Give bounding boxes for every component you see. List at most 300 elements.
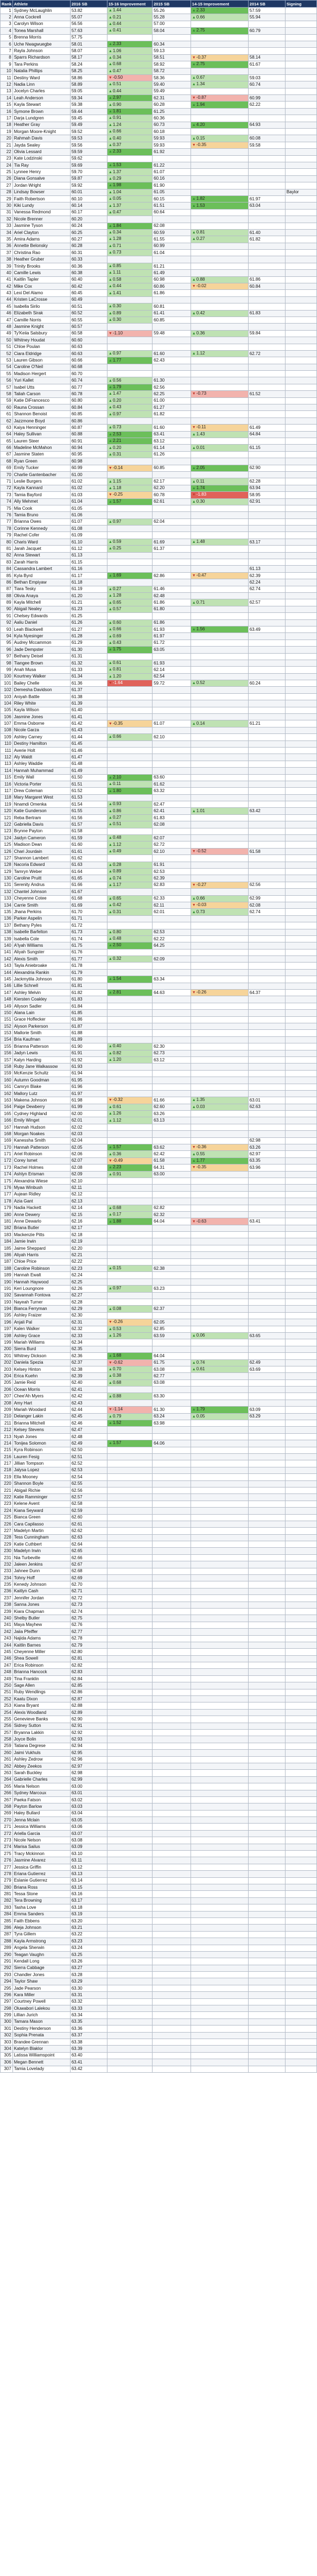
table-row[interactable] (1, 1877, 317, 1884)
table-row[interactable] (1, 1339, 317, 1346)
table-row[interactable] (1, 1332, 317, 1339)
table-row[interactable] (1, 195, 317, 202)
table-row[interactable] (1, 1581, 317, 1588)
table-row[interactable] (1, 518, 317, 525)
season-best-cell (70, 317, 107, 323)
table-row[interactable] (1, 1453, 317, 1460)
column-header[interactable]: 2015 SB (153, 1, 191, 8)
season-best-cell (70, 983, 107, 989)
column-header[interactable]: Rank (1, 1, 13, 8)
table-row[interactable] (1, 1534, 317, 1541)
table-row[interactable] (1, 1810, 317, 1817)
table-row[interactable] (1, 162, 317, 168)
table-row[interactable] (1, 1824, 317, 1830)
table-row[interactable] (1, 1575, 317, 1581)
table-row[interactable] (1, 1736, 317, 1743)
table-row[interactable] (1, 61, 317, 68)
table-row[interactable] (1, 397, 317, 404)
table-row[interactable] (1, 310, 317, 317)
table-row[interactable] (1, 1124, 317, 1130)
table-row[interactable] (1, 653, 317, 660)
table-row[interactable] (1, 687, 317, 693)
table-row[interactable] (1, 142, 317, 148)
column-header[interactable]: 2016 SB (70, 1, 107, 8)
table-row[interactable] (1, 492, 317, 498)
table-row[interactable] (1, 1198, 317, 1205)
table-row[interactable] (1, 1387, 317, 1393)
table-row[interactable] (1, 1608, 317, 1615)
table-row[interactable] (1, 848, 317, 855)
table-row[interactable] (1, 1871, 317, 1877)
table-row[interactable] (1, 209, 317, 216)
table-row[interactable] (1, 633, 317, 640)
table-row[interactable] (1, 1016, 317, 1023)
table-row[interactable] (1, 1056, 317, 1063)
table-row[interactable] (1, 14, 317, 21)
table-row[interactable] (1, 296, 317, 303)
table-row[interactable] (1, 1003, 317, 1009)
table-row[interactable] (1, 324, 317, 330)
table-row[interactable] (1, 1837, 317, 1844)
table-row[interactable] (1, 680, 317, 687)
table-row[interactable] (1, 747, 317, 754)
table-row[interactable] (1, 1353, 317, 1359)
table-row[interactable] (1, 330, 317, 337)
table-row[interactable] (1, 1286, 317, 1292)
table-row[interactable] (1, 122, 317, 128)
table-row[interactable] (1, 129, 317, 135)
table-row[interactable] (1, 337, 317, 344)
table-row[interactable] (1, 707, 317, 713)
table-row[interactable] (1, 619, 317, 626)
table-row[interactable] (1, 660, 317, 666)
table-row[interactable] (1, 8, 317, 14)
table-row[interactable] (1, 283, 317, 290)
table-row[interactable] (1, 1144, 317, 1151)
table-row[interactable] (1, 1023, 317, 1029)
table-row[interactable] (1, 1602, 317, 1608)
table-row[interactable] (1, 592, 317, 599)
table-row[interactable] (1, 1245, 317, 1251)
table-row[interactable] (1, 1501, 317, 1507)
table-row[interactable] (1, 471, 317, 478)
table-row[interactable] (1, 155, 317, 162)
table-row[interactable] (1, 693, 317, 700)
table-row[interactable] (1, 1528, 317, 1534)
rank-cell (1, 115, 13, 122)
table-row[interactable] (1, 1393, 317, 1400)
table-row[interactable] (1, 149, 317, 155)
table-row[interactable] (1, 1030, 317, 1036)
table-row[interactable] (1, 700, 317, 707)
table-row[interactable] (1, 909, 317, 915)
table-row[interactable] (1, 855, 317, 862)
table-row[interactable] (1, 727, 317, 733)
table-row[interactable] (1, 768, 317, 774)
table-row[interactable] (1, 1763, 317, 1769)
table-row[interactable] (1, 425, 317, 431)
table-row[interactable] (1, 135, 317, 142)
table-row[interactable] (1, 915, 317, 922)
table-row[interactable] (1, 1514, 317, 1521)
table-row[interactable] (1, 1157, 317, 1164)
table-row[interactable] (1, 889, 317, 895)
table-row[interactable] (1, 189, 317, 195)
table-row[interactable] (1, 1413, 317, 1420)
table-row[interactable] (1, 1111, 317, 1117)
table-row[interactable] (1, 667, 317, 673)
table-row[interactable] (1, 1164, 317, 1171)
table-row[interactable] (1, 821, 317, 828)
table-row[interactable] (1, 895, 317, 902)
table-row[interactable] (1, 902, 317, 908)
table-row[interactable] (1, 182, 317, 189)
table-row[interactable] (1, 579, 317, 586)
table-row[interactable] (1, 1776, 317, 1783)
table-row[interactable] (1, 1864, 317, 1870)
table-row[interactable] (1, 445, 317, 451)
table-row[interactable] (1, 1796, 317, 1803)
table-row[interactable] (1, 451, 317, 458)
table-row[interactable] (1, 794, 317, 801)
table-row[interactable] (1, 781, 317, 787)
table-row[interactable] (1, 761, 317, 767)
table-row[interactable] (1, 1790, 317, 1796)
table-row[interactable] (1, 169, 317, 175)
column-header[interactable]: 2014 SB (248, 1, 285, 8)
table-row[interactable] (1, 1595, 317, 1602)
table-row[interactable] (1, 539, 317, 545)
table-row[interactable] (1, 317, 317, 323)
table-row[interactable] (1, 417, 317, 424)
table-row[interactable] (1, 1151, 317, 1157)
table-row[interactable] (1, 512, 317, 518)
table-row[interactable] (1, 364, 317, 370)
table-row[interactable] (1, 229, 317, 236)
table-row[interactable] (1, 613, 317, 619)
table-row[interactable] (1, 1171, 317, 1178)
table-row[interactable] (1, 922, 317, 929)
table-row[interactable] (1, 498, 317, 505)
table-row[interactable] (1, 828, 317, 834)
table-row[interactable] (1, 956, 317, 963)
table-row[interactable] (1, 1097, 317, 1104)
table-row[interactable] (1, 243, 317, 249)
table-row[interactable] (1, 841, 317, 848)
table-row[interactable] (1, 276, 317, 283)
table-row[interactable] (1, 1373, 317, 1379)
table-row[interactable] (1, 108, 317, 115)
table-row[interactable] (1, 1622, 317, 1628)
table-row[interactable] (1, 1615, 317, 1622)
table-row[interactable] (1, 1225, 317, 1231)
table-row[interactable] (1, 21, 317, 27)
table-row[interactable] (1, 1480, 317, 1487)
table-row[interactable] (1, 28, 317, 34)
table-row[interactable] (1, 1306, 317, 1312)
table-row[interactable] (1, 1521, 317, 1527)
table-row[interactable] (1, 869, 317, 875)
table-row[interactable] (1, 1635, 317, 1642)
table-row[interactable] (1, 68, 317, 74)
table-row[interactable] (1, 1750, 317, 1756)
table-row[interactable] (1, 41, 317, 47)
table-row[interactable] (1, 835, 317, 841)
table-row[interactable] (1, 929, 317, 935)
table-row[interactable] (1, 1191, 317, 1198)
table-row[interactable] (1, 1709, 317, 1716)
improvement-cell (107, 283, 152, 290)
table-row[interactable] (1, 1857, 317, 1864)
table-row[interactable] (1, 586, 317, 592)
table-row[interactable] (1, 976, 317, 983)
table-row[interactable] (1, 411, 317, 417)
table-row[interactable] (1, 606, 317, 612)
table-row[interactable] (1, 1312, 317, 1319)
column-header[interactable]: Signing (285, 1, 316, 8)
table-row[interactable] (1, 1090, 317, 1097)
table-row[interactable] (1, 673, 317, 680)
table-row[interactable] (1, 1662, 317, 1669)
table-row[interactable] (1, 1104, 317, 1110)
table-row[interactable] (1, 532, 317, 539)
table-row[interactable] (1, 647, 317, 653)
table-row[interactable] (1, 1716, 317, 1723)
table-row[interactable] (1, 1851, 317, 1857)
table-row[interactable] (1, 1036, 317, 1043)
table-row[interactable] (1, 1494, 317, 1501)
table-row[interactable] (1, 505, 317, 511)
table-row[interactable] (1, 1460, 317, 1467)
table-row[interactable] (1, 1218, 317, 1225)
table-row[interactable] (1, 1467, 317, 1473)
column-header[interactable]: 15-16 Improvement (107, 1, 152, 8)
table-row[interactable] (1, 115, 317, 122)
table-row[interactable] (1, 1649, 317, 1655)
table-row[interactable] (1, 626, 317, 632)
table-row[interactable] (1, 546, 317, 552)
table-row[interactable] (1, 1474, 317, 1480)
table-row[interactable] (1, 290, 317, 296)
table-row[interactable] (1, 1137, 317, 1144)
table-row[interactable] (1, 734, 317, 740)
cell-value: 0.79 (112, 1413, 122, 1419)
table-row[interactable] (1, 1723, 317, 1729)
table-row[interactable] (1, 1131, 317, 1137)
table-row[interactable] (1, 1689, 317, 1695)
table-row[interactable] (1, 969, 317, 976)
table-row[interactable] (1, 81, 317, 88)
table-row[interactable] (1, 1730, 317, 1736)
table-row[interactable] (1, 1178, 317, 1184)
table-row[interactable] (1, 236, 317, 243)
table-row[interactable] (1, 1278, 317, 1285)
table-row[interactable] (1, 384, 317, 390)
table-row[interactable] (1, 1554, 317, 1561)
table-row[interactable] (1, 1844, 317, 1850)
table-row[interactable] (1, 344, 317, 350)
table-row[interactable] (1, 1568, 317, 1574)
table-row[interactable] (1, 1010, 317, 1016)
table-row[interactable] (1, 34, 317, 41)
table-row[interactable] (1, 48, 317, 54)
table-row[interactable] (1, 1359, 317, 1366)
table-row[interactable] (1, 526, 317, 532)
table-row[interactable] (1, 1548, 317, 1554)
table-row[interactable] (1, 1756, 317, 1763)
column-header[interactable]: Athlete (12, 1, 70, 8)
table-row[interactable] (1, 814, 317, 821)
table-row[interactable] (1, 1427, 317, 1433)
table-row[interactable] (1, 1252, 317, 1258)
table-row[interactable] (1, 949, 317, 955)
table-row[interactable] (1, 404, 317, 411)
table-row[interactable] (1, 303, 317, 310)
table-row[interactable] (1, 983, 317, 989)
table-row[interactable] (1, 1655, 317, 1662)
table-row[interactable] (1, 357, 317, 364)
table-row[interactable] (1, 263, 317, 269)
table-row[interactable] (1, 1070, 317, 1077)
table-row[interactable] (1, 1783, 317, 1790)
table-row[interactable] (1, 714, 317, 720)
table-row[interactable] (1, 1346, 317, 1352)
table-row[interactable] (1, 1743, 317, 1749)
table-row[interactable] (1, 102, 317, 108)
table-row[interactable] (1, 1803, 317, 1810)
table-row[interactable] (1, 1487, 317, 1493)
table-row[interactable] (1, 1366, 317, 1372)
table-row[interactable] (1, 1433, 317, 1440)
table-row[interactable] (1, 1265, 317, 1272)
table-row[interactable] (1, 1379, 317, 1386)
table-row[interactable] (1, 216, 317, 223)
table-row[interactable] (1, 438, 317, 445)
table-row[interactable] (1, 350, 317, 357)
table-row[interactable] (1, 1272, 317, 1278)
table-row[interactable] (1, 1897, 317, 1904)
table-row[interactable] (1, 485, 317, 491)
table-row[interactable] (1, 1326, 317, 1332)
table-row[interactable] (1, 1447, 317, 1453)
table-row[interactable] (1, 1185, 317, 1191)
table-row[interactable] (1, 801, 317, 808)
table-row[interactable] (1, 1232, 317, 1238)
table-row[interactable] (1, 566, 317, 572)
table-row[interactable] (1, 1904, 317, 1911)
table-row[interactable] (1, 1064, 317, 1070)
table-row[interactable] (1, 1629, 317, 1635)
table-row[interactable] (1, 875, 317, 882)
table-row[interactable] (1, 175, 317, 182)
table-row[interactable] (1, 740, 317, 747)
table-row[interactable] (1, 391, 317, 397)
table-row[interactable] (1, 990, 317, 996)
table-row[interactable] (1, 250, 317, 256)
table-row[interactable] (1, 754, 317, 761)
season-best-cell (153, 1339, 191, 1346)
table-row[interactable] (1, 1205, 317, 1211)
table-row[interactable] (1, 1642, 317, 1648)
table-row[interactable] (1, 74, 317, 81)
table-row[interactable] (1, 256, 317, 263)
table-row[interactable] (1, 1702, 317, 1709)
table-row[interactable] (1, 1675, 317, 1682)
table-row[interactable] (1, 1211, 317, 1218)
table-row[interactable] (1, 1299, 317, 1306)
table-row[interactable] (1, 1508, 317, 1514)
table-row[interactable] (1, 862, 317, 868)
signing-cell (285, 337, 316, 344)
table-row[interactable] (1, 1561, 317, 1568)
table-row[interactable] (1, 996, 317, 1003)
table-row[interactable] (1, 599, 317, 606)
table-row[interactable] (1, 882, 317, 888)
table-row[interactable] (1, 963, 317, 969)
table-row[interactable] (1, 202, 317, 209)
table-row[interactable] (1, 1258, 317, 1265)
rank-cell (1, 1373, 13, 1379)
table-row[interactable] (1, 572, 317, 579)
table-row[interactable] (1, 1319, 317, 1326)
table-row[interactable] (1, 640, 317, 646)
season-best-cell (248, 660, 285, 666)
table-row[interactable] (1, 552, 317, 559)
table-row[interactable] (1, 1891, 317, 1897)
table-row[interactable] (1, 223, 317, 229)
table-row[interactable] (1, 774, 317, 781)
table-row[interactable] (1, 1588, 317, 1594)
table-row[interactable] (1, 1669, 317, 1675)
table-row[interactable] (1, 88, 317, 94)
table-row[interactable] (1, 559, 317, 566)
table-row[interactable] (1, 1817, 317, 1824)
column-header[interactable]: 14-15 Improvement (191, 1, 248, 8)
table-row[interactable] (1, 1420, 317, 1427)
table-row[interactable] (1, 1117, 317, 1124)
table-row[interactable] (1, 431, 317, 438)
table-row[interactable] (1, 95, 317, 102)
table-row[interactable] (1, 808, 317, 814)
table-row[interactable] (1, 1292, 317, 1299)
table-row[interactable] (1, 458, 317, 465)
table-row[interactable] (1, 1884, 317, 1890)
table-row[interactable] (1, 270, 317, 276)
table-row[interactable] (1, 1440, 317, 1447)
table-row[interactable] (1, 377, 317, 384)
table-row[interactable] (1, 1050, 317, 1056)
table-row[interactable] (1, 942, 317, 949)
table-row[interactable] (1, 1238, 317, 1245)
table-row[interactable] (1, 935, 317, 942)
table-row[interactable] (1, 478, 317, 485)
table-row[interactable] (1, 54, 317, 61)
table-row[interactable] (1, 465, 317, 471)
table-row[interactable] (1, 1407, 317, 1413)
table-row[interactable] (1, 788, 317, 794)
table-row[interactable] (1, 720, 317, 727)
table-row[interactable] (1, 1770, 317, 1776)
table-row[interactable] (1, 1077, 317, 1084)
table-row[interactable] (1, 1400, 317, 1406)
table-row[interactable] (1, 1541, 317, 1548)
table-row[interactable] (1, 1084, 317, 1090)
table-row[interactable] (1, 1682, 317, 1689)
table-row[interactable] (1, 371, 317, 377)
table-row[interactable] (1, 1830, 317, 1837)
table-row[interactable] (1, 1696, 317, 1702)
table-row[interactable] (1, 1043, 317, 1050)
